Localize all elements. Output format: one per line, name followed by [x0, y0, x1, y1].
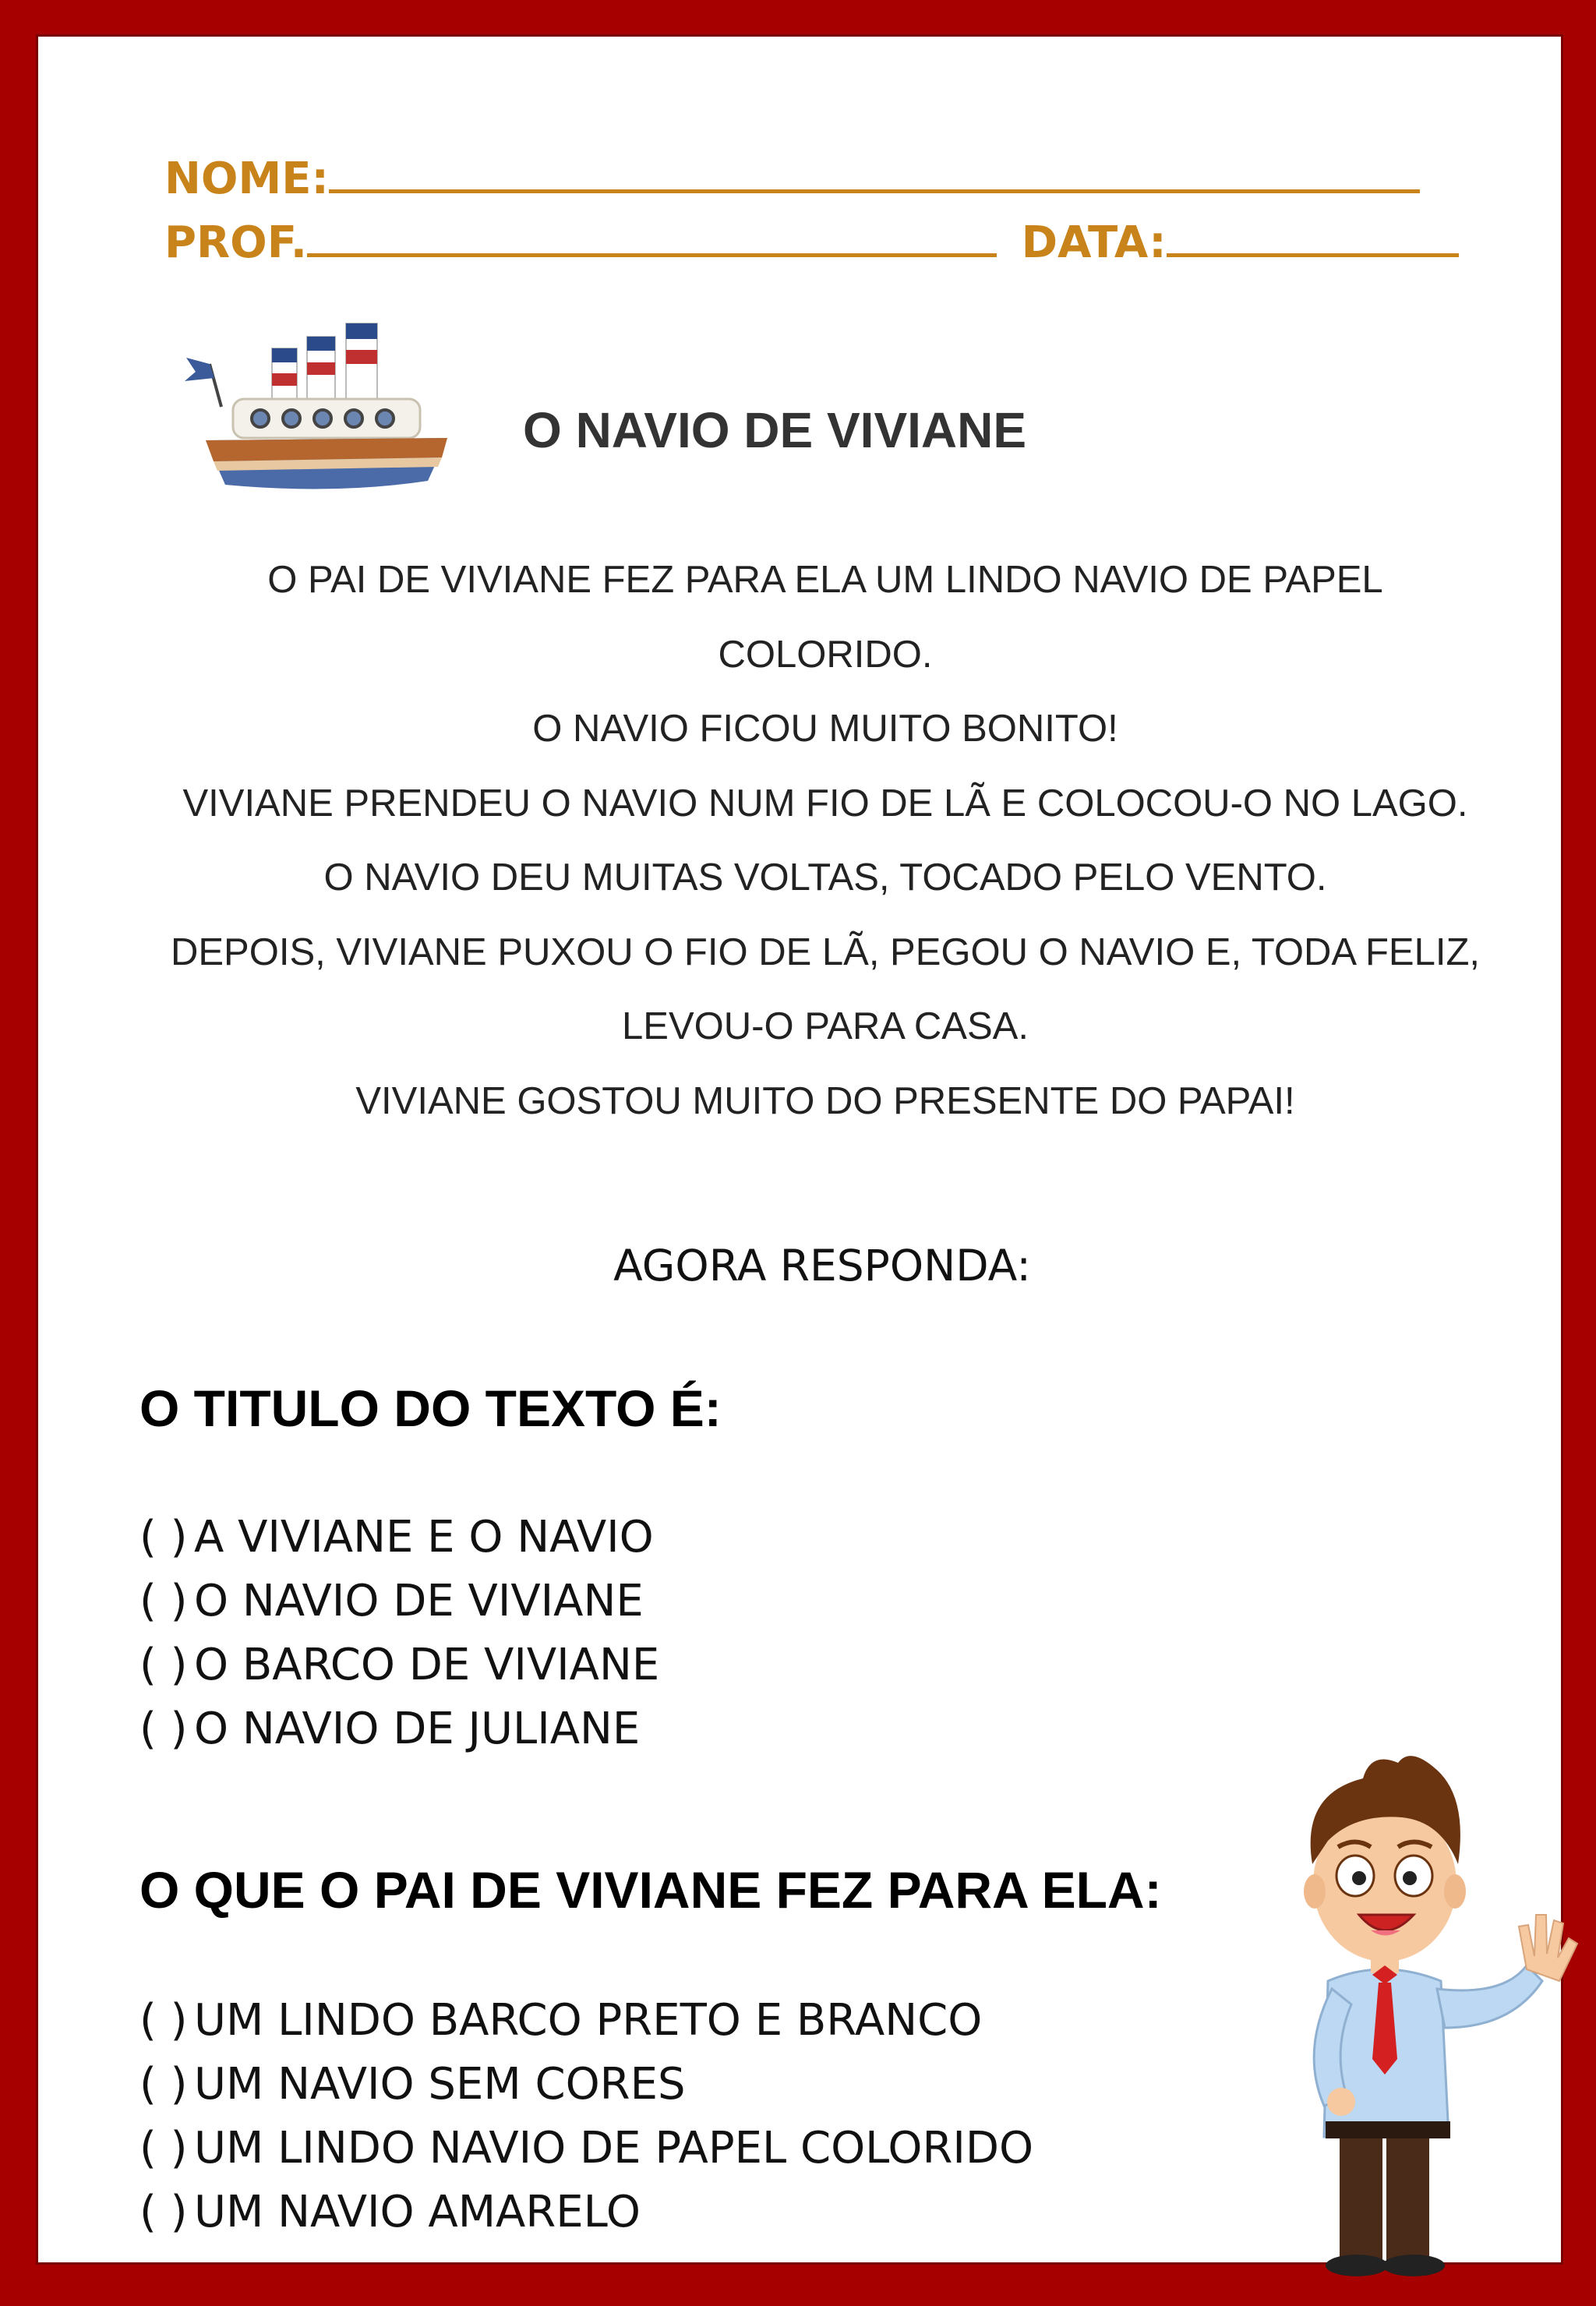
question-options	[139, 1989, 1033, 2244]
story-paragraph: DEPOIS, VIVIANE PUXOU O FIO DE LÃ, PEGOU O NAVIO E, TODA FELIZ, LEVOU-O PARA CASA.	[170, 931, 1481, 1047]
instruction: AGORA RESPONDA:	[613, 1241, 1031, 1291]
option-label: UM NAVIO AMARELO	[194, 2187, 641, 2237]
name-blank-line[interactable]	[329, 155, 1420, 193]
checkbox[interactable]: ( )	[139, 1704, 188, 1754]
checkbox[interactable]: ( )	[139, 2187, 188, 2237]
option-item[interactable]	[139, 1506, 659, 1570]
prof-label: PROF.	[164, 217, 308, 268]
option-item[interactable]	[139, 2053, 1033, 2117]
story-text	[132, 543, 1519, 1139]
date-blank-line[interactable]	[1167, 219, 1459, 257]
checkbox[interactable]: ( )	[139, 1995, 188, 2046]
date-label: DATA:	[1021, 217, 1167, 268]
checkbox[interactable]: ( )	[139, 1640, 188, 1690]
man-waving-icon	[1254, 1747, 1596, 2293]
option-label: O BARCO DE VIVIANE	[194, 1640, 660, 1690]
question-options	[139, 1506, 659, 1761]
story-paragraph: VIVIANE GOSTOU MUITO DO PRESENTE DO PAPAI!	[355, 1079, 1295, 1122]
option-item[interactable]	[139, 1570, 659, 1633]
option-label: A VIVIANE E O NAVIO	[194, 1512, 654, 1563]
question-title: O TITULO DO TEXTO É:	[139, 1379, 722, 1437]
option-label: O NAVIO DE VIVIANE	[194, 1576, 644, 1626]
ship-icon	[178, 302, 475, 504]
option-item[interactable]	[139, 2117, 1033, 2181]
checkbox[interactable]: ( )	[139, 2059, 188, 2110]
option-label: UM LINDO NAVIO DE PAPEL COLORIDO	[194, 2123, 1034, 2174]
page-title: O NAVIO DE VIVIANE	[523, 402, 1027, 458]
option-label: O NAVIO DE JULIANE	[194, 1704, 641, 1754]
checkbox[interactable]: ( )	[139, 1512, 188, 1563]
option-label: UM NAVIO SEM CORES	[194, 2059, 686, 2110]
option-item[interactable]	[139, 1633, 659, 1697]
story-paragraph: VIVIANE PRENDEU O NAVIO NUM FIO DE LÃ E COLOCOU-O NO LAGO.	[182, 782, 1468, 825]
story-paragraph: O NAVIO DEU MUITAS VOLTAS, TOCADO PELO VENTO.	[323, 856, 1327, 899]
name-field	[164, 154, 1420, 204]
prof-blank-line[interactable]	[307, 219, 997, 257]
option-item[interactable]	[139, 1989, 1033, 2053]
worksheet-page	[36, 34, 1563, 2265]
option-label: UM LINDO BARCO PRETO E BRANCO	[194, 1995, 983, 2046]
option-item[interactable]	[139, 1697, 659, 1761]
question-title: O QUE O PAI DE VIVIANE FEZ PARA ELA:	[139, 1861, 1162, 1919]
story-paragraph: O NAVIO FICOU MUITO BONITO!	[532, 708, 1118, 750]
checkbox[interactable]: ( )	[139, 1576, 188, 1626]
option-item[interactable]	[139, 2181, 1033, 2244]
story-paragraph: O PAI DE VIVIANE FEZ PARA ELA UM LINDO NAVIO DE PAPEL COLORIDO.	[267, 559, 1383, 676]
checkbox[interactable]: ( )	[139, 2123, 188, 2174]
prof-date-field	[164, 217, 1459, 268]
name-label: NOME:	[164, 154, 329, 204]
